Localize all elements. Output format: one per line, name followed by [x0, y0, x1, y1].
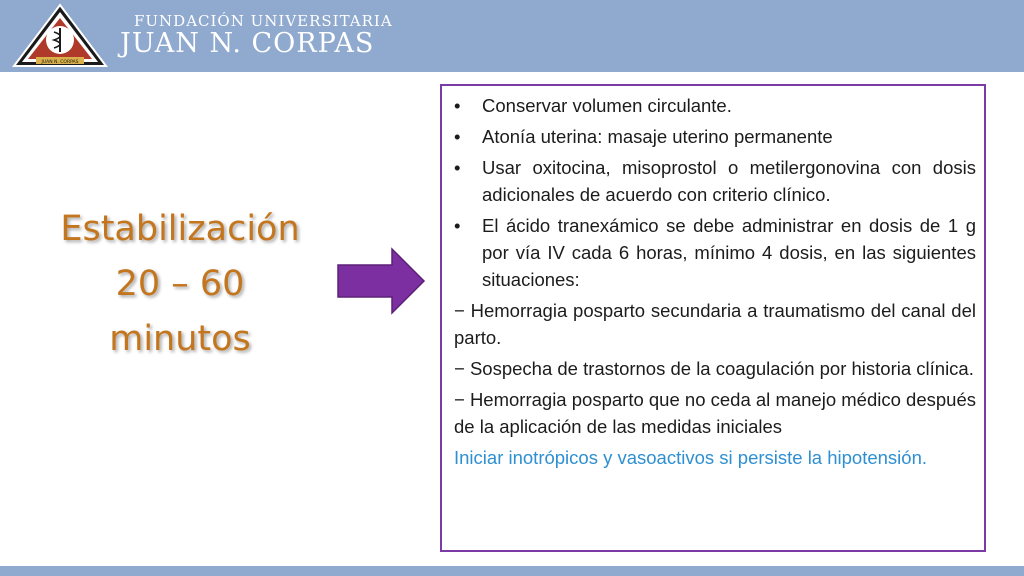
sub-item: − Hemorragia posparto que no ceda al manejo médico después de la aplicación de las medidas iniciales — [454, 389, 976, 437]
right-arrow-icon — [336, 247, 426, 315]
bullet-list — [454, 92, 976, 293]
bullet-text: El ácido tranexámico se debe administrar en dosis de 1 g por vía IV cada 6 horas, mínimo 4 dosis, en las siguientes situaciones: — [482, 215, 976, 290]
bullet-text: Usar oxitocina, misoprostol o metilergonovina con dosis adicionales de acuerdo con criterio clínico. — [482, 157, 976, 205]
svg-text:JUAN N. CORPAS: JUAN N. CORPAS — [41, 60, 79, 65]
bullet-icon: • — [454, 95, 461, 116]
bottom-bar — [0, 566, 1024, 576]
list-item — [454, 92, 976, 119]
list-item — [454, 123, 976, 150]
footer-note: Iniciar inotrópicos y vasoactivos si persiste la hipotensión. — [454, 447, 928, 468]
sub-item: − Sospecha de trastornos de la coagulación por historia clínica. — [454, 358, 974, 379]
title-line-3: minutos — [109, 319, 251, 359]
list-item — [454, 154, 976, 208]
content-box — [440, 84, 986, 552]
bullet-text: Atonía uterina: masaje uterino permanente — [482, 126, 833, 147]
bullet-text: Conservar volumen circulante. — [482, 95, 732, 116]
institution-logo-icon — [10, 2, 110, 70]
title-line-1: Estabilización — [60, 209, 300, 249]
header-bar — [0, 0, 1024, 72]
institution-name-line2: JUAN N. CORPAS — [120, 28, 375, 59]
list-item — [454, 212, 976, 293]
bullet-icon: • — [454, 157, 461, 178]
bullet-icon: • — [454, 126, 461, 147]
bullet-icon: • — [454, 215, 461, 236]
title-line-2: 20 – 60 — [115, 264, 245, 304]
institution-name-line1: FUNDACIÓN UNIVERSITARIA — [134, 12, 393, 30]
sub-item: − Hemorragia posparto secundaria a traumatismo del canal del parto. — [454, 300, 976, 348]
slide-title — [40, 202, 320, 367]
